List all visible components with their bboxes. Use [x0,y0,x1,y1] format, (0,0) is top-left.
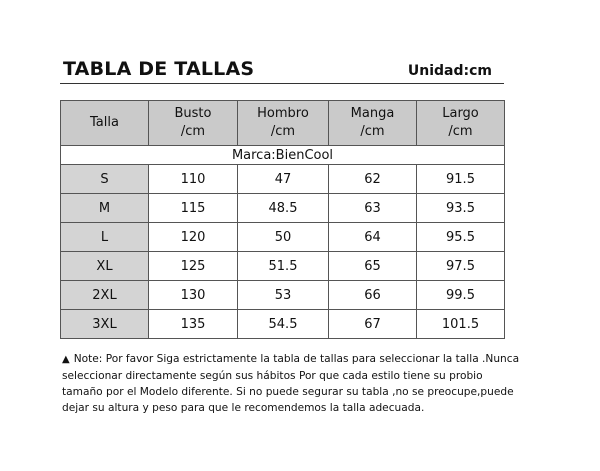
manga-cell: 65 [329,252,417,281]
size-note [62,351,522,416]
note-text: Note: Por favor Siga estrictamente la tabla de tallas para seleccionar la talla .Nunca seleccionar directamente según sus hábitos Por que cada estilo tiene su probio tamaño por el Modelo diferente. Si no puede segurar su tabla ,no se preocupe,puede dejar su altura y peso para que le recomendemos la talla adecuada. [62,353,520,414]
column-header-largo [417,101,505,146]
table-row [61,223,505,252]
busto-cell: 130 [149,281,238,310]
largo-cell: 97.5 [417,252,505,281]
column-header-label: Largo [442,106,479,121]
manga-cell: 63 [329,194,417,223]
hombro-cell: 51.5 [238,252,329,281]
hombro-cell: 50 [238,223,329,252]
column-header-label: Talla [90,115,119,130]
brand-row [61,146,505,165]
table-header-row [61,101,505,146]
hombro-cell: 53 [238,281,329,310]
column-header-unit: /cm [448,124,473,139]
column-header-label: Busto [174,106,212,121]
manga-cell: 66 [329,281,417,310]
hombro-cell: 48.5 [238,194,329,223]
column-header-manga [329,101,417,146]
manga-cell: 62 [329,165,417,194]
manga-cell: 64 [329,223,417,252]
size-cell: 2XL [61,281,149,310]
column-header-label: Hombro [257,106,309,121]
size-cell: L [61,223,149,252]
column-header-label: Manga [350,106,395,121]
table-row [61,165,505,194]
column-header-unit: /cm [360,124,385,139]
manga-cell: 67 [329,310,417,339]
busto-cell: 120 [149,223,238,252]
column-header-talla [61,101,149,146]
busto-cell: 115 [149,194,238,223]
largo-cell: 93.5 [417,194,505,223]
largo-cell: 91.5 [417,165,505,194]
size-cell: M [61,194,149,223]
busto-cell: 125 [149,252,238,281]
size-cell: XL [61,252,149,281]
size-cell: S [61,165,149,194]
column-header-unit: /cm [270,124,296,139]
largo-cell: 101.5 [417,310,505,339]
column-header-hombro [238,101,329,146]
column-header-unit: /cm [180,124,206,139]
column-header-busto [149,101,238,146]
busto-cell: 110 [149,165,238,194]
title-divider [60,83,504,84]
unit-label: Unidad:cm [407,63,492,79]
hombro-cell: 47 [238,165,329,194]
table-row [61,310,505,339]
page-title: TABLA DE TALLAS [63,58,255,80]
brand-label: Marca:BienCool [61,146,505,165]
table-row [61,252,505,281]
size-table [60,100,505,339]
largo-cell: 99.5 [417,281,505,310]
largo-cell: 95.5 [417,223,505,252]
table-row [61,194,505,223]
table-row [61,281,505,310]
triangle-warning-icon: ▲ [62,354,70,365]
busto-cell: 135 [149,310,238,339]
size-cell: 3XL [61,310,149,339]
hombro-cell: 54.5 [238,310,329,339]
